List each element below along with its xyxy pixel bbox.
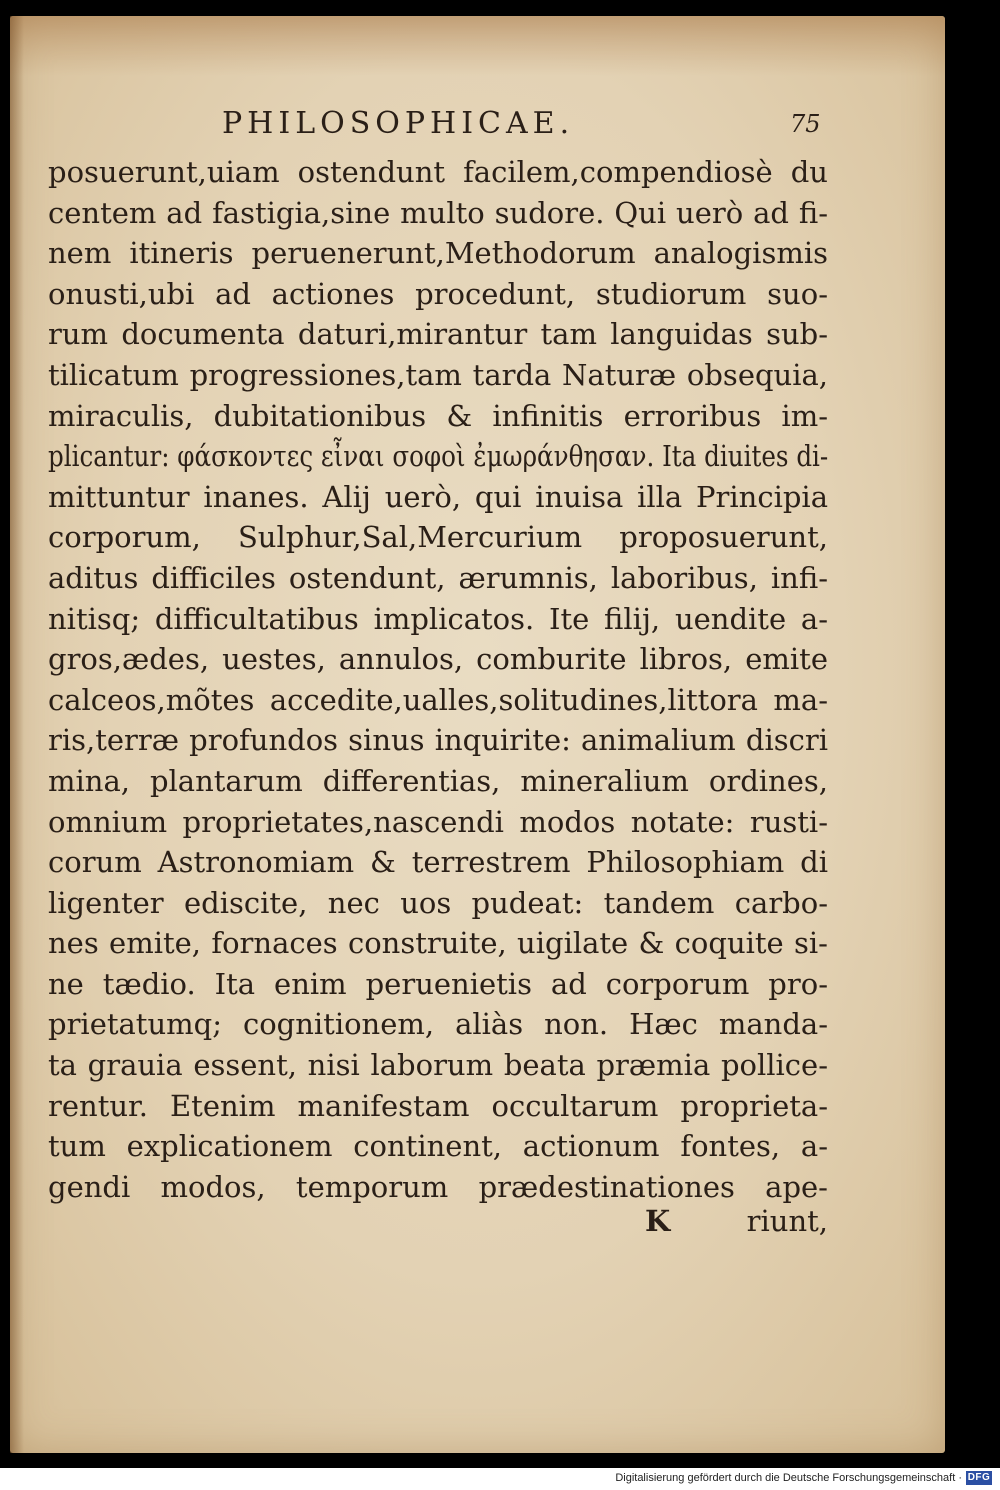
- text-line: aditus difficiles ostendunt, ærumnis, laboribus, infi-: [48, 560, 828, 595]
- text-line: centem ad fastigia,sine multo sudore. Qui uerò ad fi-: [48, 195, 828, 230]
- text-line: tilicatum progressiones,tam tarda Naturæ obsequia,: [48, 357, 828, 392]
- catchword: riunt,: [746, 1204, 828, 1238]
- text-line: corporum, Sulphur,Sal,Mercurium proposuerunt,: [48, 520, 828, 555]
- text-line: prietatumq; cognitionem, aliàs non. Hæc manda-: [48, 1007, 828, 1042]
- text-line: posuerunt,uiam ostendunt facilem,compendiosè du: [48, 155, 828, 189]
- text-line: nes emite, fornaces construite, uigilate & coquite si-: [48, 926, 828, 961]
- catchword-row: [48, 1204, 828, 1246]
- text-line: rentur. Etenim manifestam occultarum proprieta-: [48, 1088, 828, 1123]
- text-line: calceos,mõtes accedite,ualles,solitudines,littora ma-: [48, 682, 828, 717]
- text-line: gros,ædes, uestes, annulos, comburite libros, emite: [48, 642, 828, 677]
- text-line: nem itineris peruenerunt,Methodorum analogismis: [48, 236, 828, 271]
- text-line: omnium proprietates,nascendi modos notate: rusti-: [48, 804, 828, 839]
- dfg-logo-icon: DFG: [967, 1472, 991, 1483]
- body-text: [48, 152, 828, 1207]
- text-line: miraculis, dubitationibus & infinitis erroribus im-: [48, 398, 828, 433]
- text-line: nitisq; difficultatibus implicatos. Ite filij, uendite a-: [48, 601, 828, 636]
- page-number: 75: [790, 110, 821, 138]
- running-head: PHILOSOPHICAE.: [222, 106, 575, 141]
- text-line: plicantur: φάσκοντες εἶναι σοφοὶ ἐμωράνθησαν. Ita diuites di-: [48, 439, 829, 474]
- text-line: corum Astronomiam & terrestrem Philosophiam di: [48, 845, 828, 880]
- funding-credit: Digitalisierung gefördert durch die Deutsche Forschungsgemeinschaft ·: [615, 1472, 962, 1484]
- text-line: ligenter ediscite, nec uos pudeat: tandem carbo-: [48, 885, 828, 920]
- text-line: ris,terræ profundos sinus inquirite: animalium discri: [48, 723, 828, 758]
- text-line: tum explicationem continent, actionum fontes, a-: [48, 1129, 828, 1164]
- text-line: ne tædio. Ita enim peruenietis ad corporum pro-: [48, 966, 828, 1001]
- text-line: mittuntur inanes. Alij uerò, qui inuisa illa Principia: [48, 479, 828, 514]
- page-stain: [10, 16, 945, 76]
- footer-bar: [0, 1468, 1000, 1490]
- text-line: gendi modos, temporum prædestinationes ape-: [48, 1169, 828, 1204]
- text-line: mina, plantarum differentias, mineralium ordines,: [48, 763, 828, 798]
- text-line: rum documenta daturi,mirantur tam languidas sub-: [48, 317, 828, 352]
- text-line: ta grauia essent, nisi laborum beata præmia pollice-: [48, 1048, 828, 1083]
- text-line: onusti,ubi ad actiones procedunt, studiorum suo-: [48, 276, 828, 311]
- page-binding-edge: [10, 16, 24, 1453]
- signature-mark: K: [645, 1204, 671, 1238]
